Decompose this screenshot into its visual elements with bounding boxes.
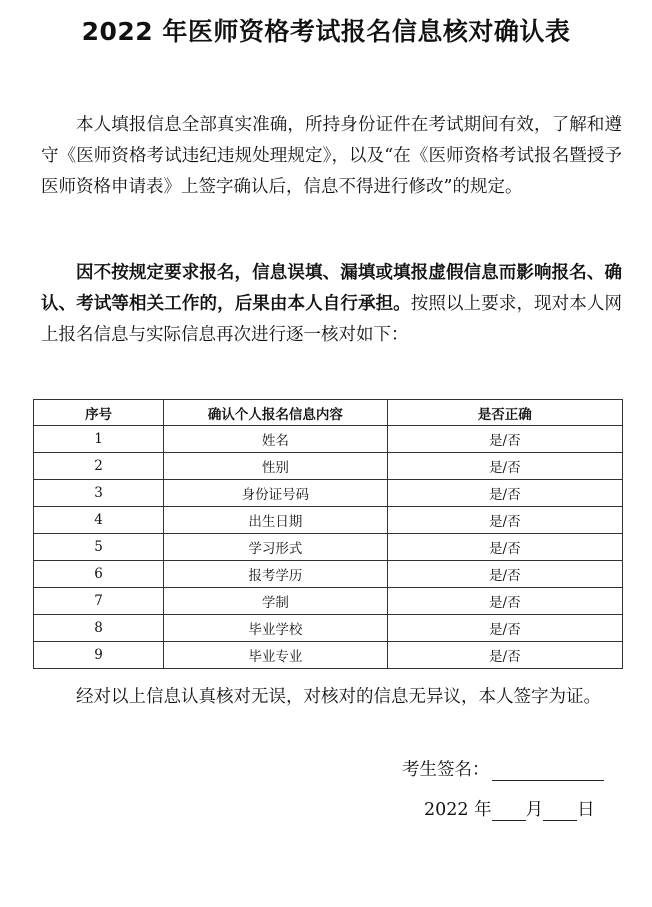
table-row (34, 561, 623, 588)
document-title: 2022 年医师资格考试报名信息核对确认表 (81, 17, 571, 46)
row-item: 身份证号码 (164, 480, 387, 507)
table-row (34, 534, 623, 561)
row-check: 是/否 (387, 534, 622, 561)
row-check: 是/否 (387, 507, 622, 534)
confirmation-paragraph: 经对以上信息认真核对无误，对核对的信息无异议，本人签字为证。 (76, 687, 601, 707)
date-block (424, 796, 595, 821)
verification-instruction-text: 按照以上要求，现对本人网上报名信息与实际信息再次进行逐一核对如下： (41, 294, 622, 345)
signature-label: 考生签名： (402, 760, 490, 780)
row-item: 学习形式 (164, 534, 387, 561)
row-check: 是/否 (387, 615, 622, 642)
row-check: 是/否 (387, 588, 622, 615)
header-info-content: 确认个人报名信息内容 (164, 400, 387, 426)
header-serial-number: 序号 (34, 400, 164, 426)
row-number: 1 (34, 426, 164, 453)
row-number: 8 (34, 615, 164, 642)
row-number: 9 (34, 642, 164, 669)
row-item: 毕业学校 (164, 615, 387, 642)
row-check: 是/否 (387, 453, 622, 480)
row-number: 6 (34, 561, 164, 588)
responsibility-paragraph (41, 258, 622, 351)
date-day-label: 日 (577, 800, 595, 820)
row-number: 3 (34, 480, 164, 507)
table-row (34, 426, 623, 453)
row-check: 是/否 (387, 642, 622, 669)
signature-block (402, 756, 604, 781)
day-blank[interactable] (543, 802, 577, 821)
signature-line[interactable] (492, 762, 604, 781)
declaration-paragraph: 本人填报信息全部真实准确，所持身份证件在考试期间有效，了解和遵守《医师资格考试违纪违规处理规定》，以及“在《医师资格考试报名暨授予医师资格申请表》上签字确认后，信息不得进行修改”的规定。 (41, 115, 622, 197)
row-item: 性别 (164, 453, 387, 480)
month-blank[interactable] (492, 802, 526, 821)
table-row (34, 453, 623, 480)
row-number: 2 (34, 453, 164, 480)
row-item: 出生日期 (164, 507, 387, 534)
header-is-correct: 是否正确 (387, 400, 622, 426)
row-number: 4 (34, 507, 164, 534)
row-number: 5 (34, 534, 164, 561)
row-item: 毕业专业 (164, 642, 387, 669)
row-item: 学制 (164, 588, 387, 615)
verification-table (33, 399, 623, 669)
date-month-label: 月 (525, 800, 544, 820)
table-row (34, 507, 623, 534)
row-check: 是/否 (387, 480, 622, 507)
row-check: 是/否 (387, 561, 622, 588)
table-row (34, 588, 623, 615)
date-year: 2022 年 (424, 800, 492, 820)
table-row (34, 480, 623, 507)
table-row (34, 615, 623, 642)
responsibility-bold-text: 因不按规定要求报名，信息误填、漏填或填报虚假信息而影响报名、确认、考试等相关工作的，后果由本人自行承担。 (41, 263, 622, 314)
row-item: 报考学历 (164, 561, 387, 588)
table-header-row (34, 400, 623, 426)
row-number: 7 (34, 588, 164, 615)
row-item: 姓名 (164, 426, 387, 453)
table-row (34, 642, 623, 669)
row-check: 是/否 (387, 426, 622, 453)
